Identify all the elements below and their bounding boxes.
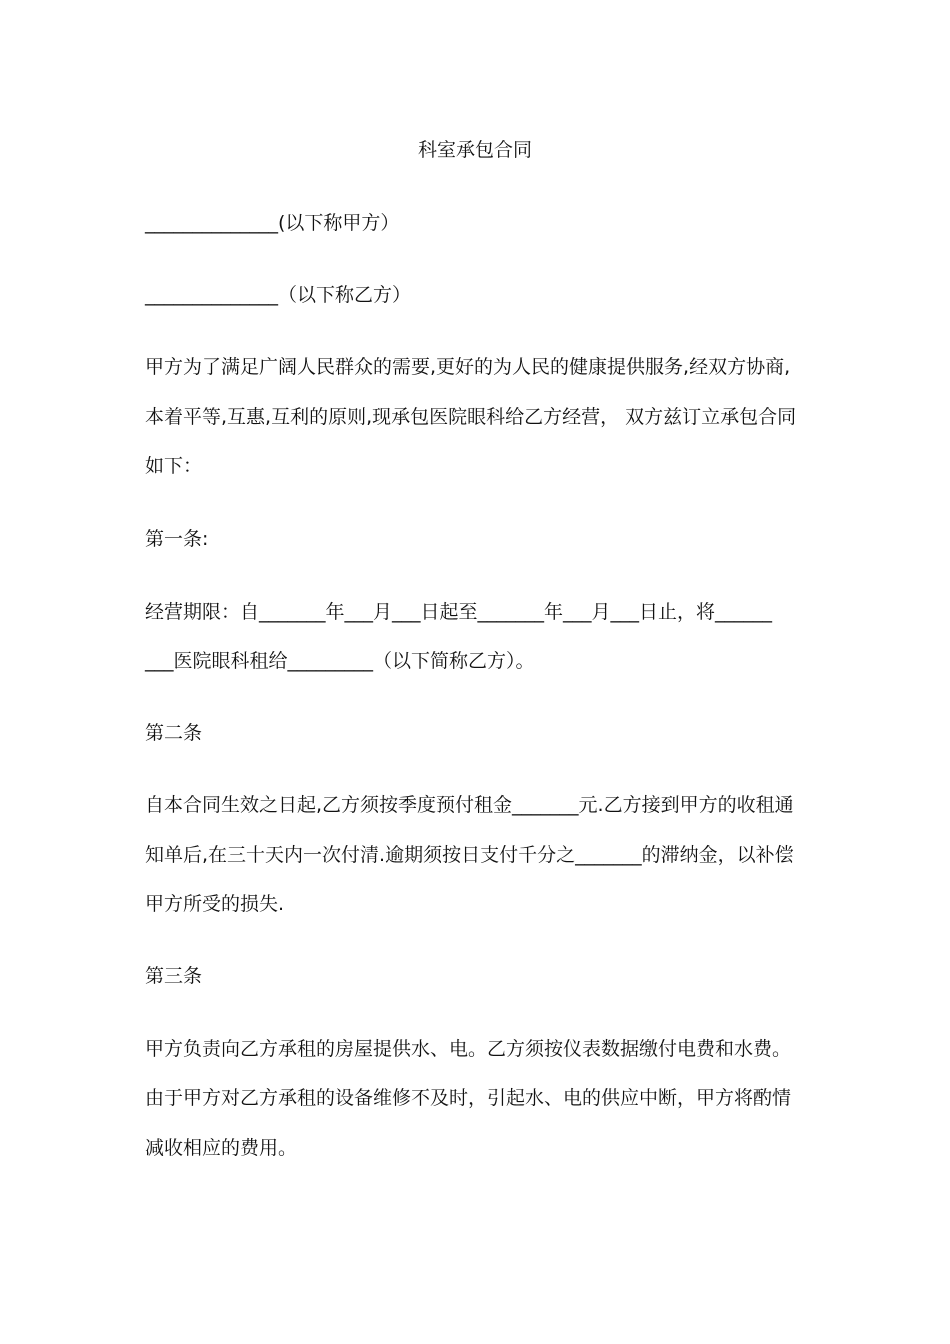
preamble-line: 本着平等,互惠,互利的原则,现承包医院眼科给乙方经营， 双方兹订立承包合同 (145, 406, 797, 428)
party-b-line: ______________（以下称乙方） (145, 284, 412, 306)
article-3-line: 减收相应的费用。 (145, 1137, 298, 1159)
article-1-line: ___医院眼科租给_________（以下简称乙方）。 (145, 650, 535, 672)
article-2-line: 甲方所受的损失. (145, 893, 285, 915)
article-2-line: 自本合同生效之日起,乙方须按季度预付租金_______元.乙方接到甲方的收租通 (145, 794, 794, 816)
article-2-heading: 第二条 (145, 722, 203, 744)
article-2-line: 知单后,在三十天内一次付清.逾期须按日支付千分之_______的滞纳金，以补偿 (145, 844, 794, 866)
article-3-heading: 第三条 (145, 965, 203, 987)
article-3-line: 甲方负责向乙方承租的房屋提供水、电。乙方须按仪表数据缴付电费和水费。 (145, 1038, 792, 1060)
article-1-line: 经营期限：自_______年___月___日起至_______年___月___日止，将______ (145, 601, 773, 623)
article-1-heading: 第一条: (145, 528, 209, 550)
preamble-line: 如下： (145, 455, 203, 477)
preamble-line: 甲方为了满足广阔人民群众的需要,更好的为人民的健康提供服务,经双方协商, (145, 356, 791, 378)
party-a-line: ______________(以下称甲方） (145, 212, 400, 234)
document-title: 科室承包合同 (417, 139, 532, 161)
article-3-line: 由于甲方对乙方承租的设备维修不及时，引起水、电的供应中断，甲方将酌情 (145, 1087, 792, 1109)
